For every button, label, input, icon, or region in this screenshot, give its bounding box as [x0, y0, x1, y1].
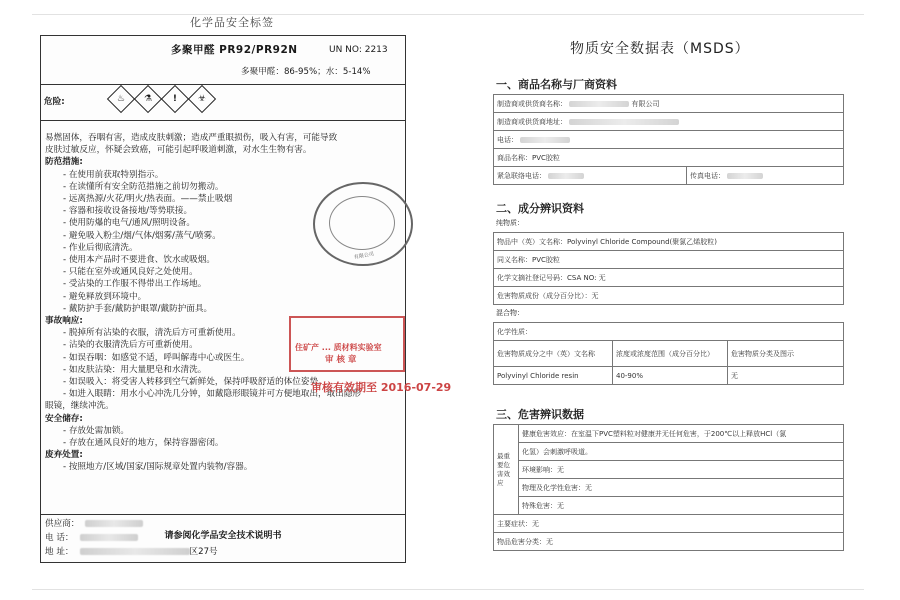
- table-row: 物理及化学性危害：无: [519, 479, 844, 497]
- redacted: [80, 534, 138, 541]
- section-heading: 事故响应:: [45, 316, 83, 327]
- table-row: 制造商或供货商名称： 有限公司: [494, 95, 844, 113]
- msds-title: 物质安全数据表（MSDS）: [570, 41, 750, 57]
- table-row: 危害物质成份（成分百分比）：无: [494, 287, 844, 305]
- label-line: - 如进入眼睛：用水小心冲洗几分钟，如戴隐形眼镜并可方便地取出，取出隐形: [63, 389, 362, 400]
- divider: [41, 514, 405, 515]
- chemical-safety-label: [40, 35, 452, 563]
- reference-note: 请参阅化学品安全技术说明书: [164, 531, 282, 541]
- table-row: 健康危害效应：在室温下PVC塑料粒对健康并无任何危害，于200℃以上释放HCl（氯: [519, 425, 844, 443]
- redacted: [85, 520, 143, 527]
- table-row: 商品名称：PVC胶粒: [494, 149, 844, 167]
- label-line: - 沾染的衣服清洗后方可重新使用。: [63, 340, 198, 351]
- label-line: - 远离热源/火花/明火/热表面。——禁止吸烟: [63, 194, 233, 205]
- label-title: 多聚甲醛 PR92/PR92N: [171, 44, 298, 56]
- stamp-line-2: 审 核 章: [325, 355, 357, 365]
- column-header: 危害物质成分之中（英）文名称: [494, 341, 613, 367]
- label-line: - 戴防护手套/戴防护眼罩/戴防护面具。: [63, 303, 213, 314]
- pure-substance-label: 纯物质：: [496, 219, 524, 227]
- label-line: 易燃固体，吞咽有害，造成皮肤刺激；造成严重眼损伤，吸入有害，可能导致: [45, 133, 338, 143]
- table-row: 物品中（英）文名称：Polyvinyl Chloride Compound(聚氯乙烯胶粒): [494, 233, 844, 251]
- health-hazard-icon: ☣: [188, 85, 216, 113]
- corrosion-icon: ⚗: [134, 85, 162, 113]
- address-tail: 区27号: [189, 547, 218, 557]
- label-line: - 只能在室外或通风良好之处使用。: [63, 267, 198, 278]
- divider: [41, 84, 405, 85]
- table-row: 特殊危害：无: [519, 497, 844, 515]
- label-line: - 避免释放到环境中。: [63, 291, 147, 302]
- address-line: [45, 546, 218, 558]
- table-row: 环境影响：无: [519, 461, 844, 479]
- redacted: [80, 548, 190, 555]
- column-header: 浓度或浓度范围（成分百分比）: [613, 341, 728, 367]
- label-line: - 如皮肤沾染：用大量肥皂和水清洗。: [63, 364, 207, 375]
- table-cell: 无: [728, 367, 844, 385]
- supplier-line: [45, 518, 143, 530]
- address-label: 地 址：: [45, 547, 74, 557]
- table-row: 化氢）会刺激呼吸道。: [519, 443, 844, 461]
- stamp-date: 审核有效期至 2016-07-29: [311, 381, 452, 394]
- supplier-label: 供应商：: [45, 519, 80, 529]
- table-row: 物品危害分类：无: [494, 533, 844, 551]
- label-line: - 受沾染的工作服不得带出工作场地。: [63, 279, 207, 290]
- exclamation-icon: !: [161, 85, 189, 113]
- table-row: 制造商或供货商地址：: [494, 113, 844, 131]
- mixture-table: [493, 322, 844, 385]
- label-line: - 在使用前获取特别指示。: [63, 169, 164, 180]
- table-row: 化学文摘社登记号码：CSA NO: 无: [494, 269, 844, 287]
- table-row: 同义名称：PVC胶粒: [494, 251, 844, 269]
- label-line: - 作业后彻底清洗。: [63, 242, 138, 253]
- section-1-table: 制造商或供货商名称： 有限公司 制造商或供货商地址： 电话： 商品名称：PVC胶粒 紧急联络电话： 传真电话：: [493, 94, 844, 185]
- label-line: - 使用本产品时不要进食、饮水或吸烟。: [63, 255, 215, 266]
- label-line: 眼镜，继续冲洗。: [45, 401, 114, 412]
- section-2-table: [493, 232, 844, 305]
- label-line: - 存放处需加锁。: [63, 425, 129, 436]
- label-body: [45, 132, 397, 474]
- section-heading: 防范措施:: [45, 157, 83, 168]
- phone-line: [45, 532, 138, 544]
- table-row: 化学性质：: [494, 323, 844, 341]
- label-line: - 按照地方/区域/国家/国际规章处置内装物/容器。: [63, 462, 253, 473]
- table-row: 紧急联络电话：: [494, 167, 687, 185]
- section-heading: 废弃处置:: [45, 450, 83, 461]
- stamp-line-1: 住矿产 ... 质材料实验室: [295, 343, 382, 352]
- review-stamp: [289, 316, 405, 372]
- flame-icon: ♨: [107, 85, 135, 113]
- label-line: - 脱掉所有沾染的衣服，清洗后方可重新使用。: [63, 328, 241, 339]
- un-number: UN NO: 2213: [329, 45, 388, 55]
- table-row: 主要症状：无: [494, 515, 844, 533]
- side-label: 最重要危害效应: [494, 425, 519, 515]
- danger-heading: 危险:: [44, 97, 65, 107]
- table-cell: 40-90%: [613, 367, 728, 385]
- seal-text: 有限公司: [353, 251, 375, 261]
- label-line: 皮肤过敏反应，怀疑会致癌，可能引起呼吸道刺激，对水生生物有害。: [45, 145, 312, 156]
- company-seal: [313, 182, 413, 266]
- label-line: - 存放在通风良好的地方，保持容器密闭。: [63, 438, 224, 449]
- phone-label: 电 话：: [45, 533, 74, 543]
- section-2-heading: 二、成分辨识资料: [496, 202, 584, 215]
- label-line: - 容器和接收设备接地/等势联接。: [63, 206, 193, 217]
- divider: [41, 120, 405, 121]
- label-line: - 在读懂所有安全防范措施之前切勿搬动。: [63, 181, 224, 192]
- label-line: - 如误吸入：将受害人转移到空气新鲜处，保持呼吸舒适的体位姿势。: [63, 377, 327, 388]
- ghs-pictograms: [109, 89, 214, 109]
- table-row: 电话：: [494, 131, 844, 149]
- section-heading: 安全储存:: [45, 413, 83, 424]
- table-cell: Polyvinyl Chloride resin: [494, 367, 613, 385]
- section-3-table: [493, 424, 844, 551]
- label-caption: 化学品安全标签: [190, 16, 274, 29]
- label-line: - 如误吞咽：如感觉不适，呼叫解毒中心或医生。: [63, 352, 250, 363]
- section-1-heading: 一、商品名称与厂商资料: [496, 78, 617, 91]
- column-header: 危害物质分类及图示: [728, 341, 844, 367]
- composition: 多聚甲醛：86-95%；水：5-14%: [241, 67, 371, 77]
- section-3-heading: 三、危害辨识数据: [496, 408, 584, 421]
- label-line: - 避免吸入粉尘/烟/气体/烟雾/蒸气/喷雾。: [63, 230, 221, 241]
- label-line: - 使用防爆的电气/通风/照明设备。: [63, 218, 195, 229]
- mixture-label: 混合物：: [496, 309, 524, 317]
